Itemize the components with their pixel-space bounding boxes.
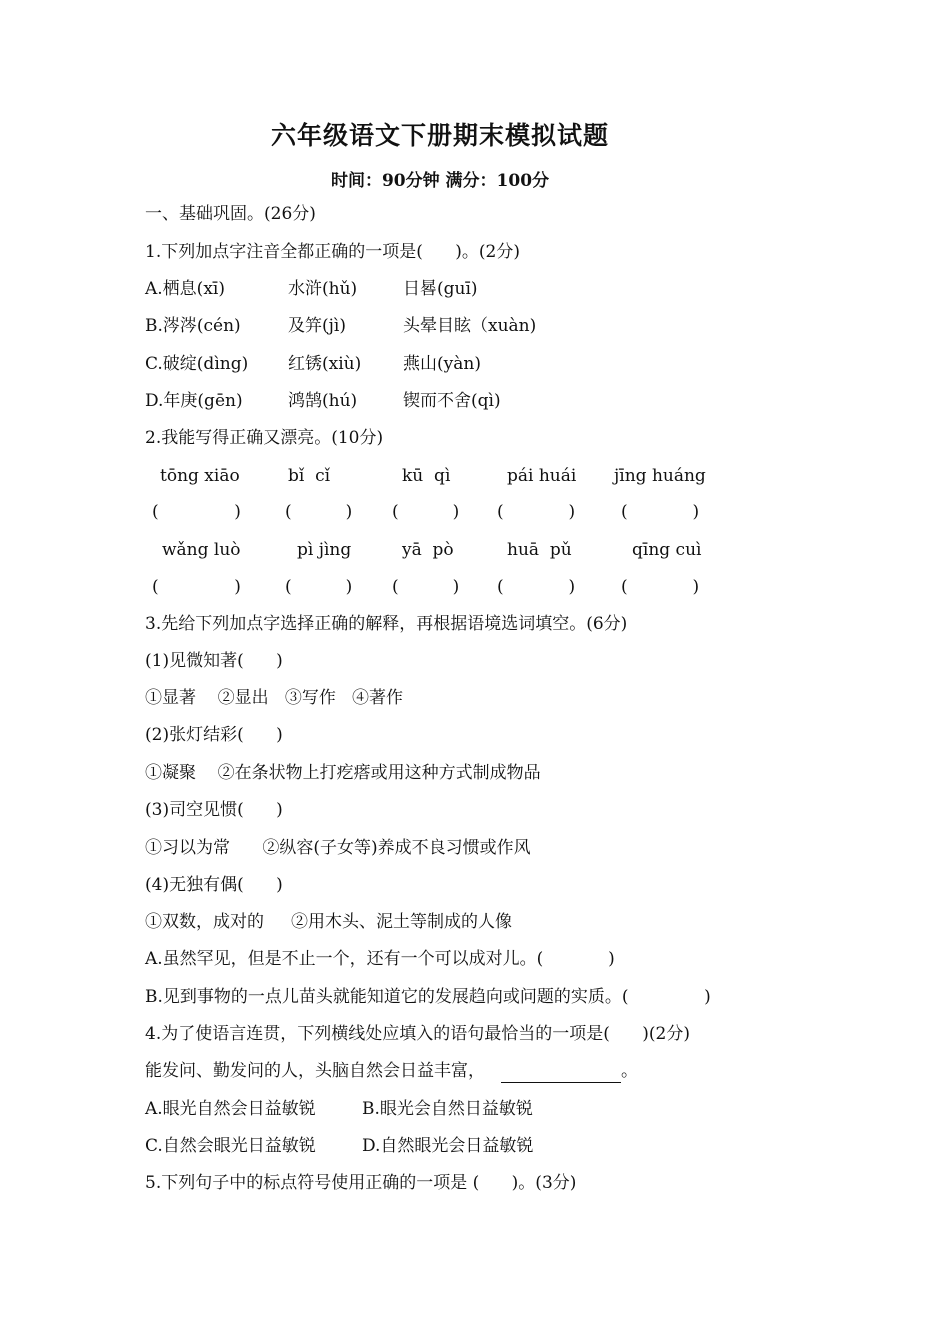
answer-blank[interactable]: ( ) (497, 577, 576, 597)
q3-fill-b: B.见到事物的一点儿苗头就能知道它的发展趋向或问题的实质。( ) (145, 987, 711, 1007)
question-3-stem: 3.先给下列加点字选择正确的解释，再根据语境选词填空。(6分) (145, 614, 628, 634)
q1-option-b-3: 头晕目眩（xuàn) (403, 316, 537, 336)
answer-blank[interactable]: ( ) (621, 577, 700, 597)
q3-item: ①显著 ②显出 ③写作 ④著作 (145, 688, 404, 708)
question-4-stem: 4.为了使语言连贯，下列横线处应填入的语句最恰当的一项是( )(2分) (145, 1024, 690, 1044)
q3-item: ①习以为常 ②纵容(子女等)养成不良习惯或作风 (145, 838, 531, 858)
q1-option-d-3: 锲而不舍(qì) (403, 391, 501, 411)
pinyin-item: bǐ cǐ (288, 466, 331, 486)
section-heading: 一、基础巩固。(26分) (145, 204, 316, 224)
answer-blank[interactable]: ( ) (621, 502, 700, 522)
q4-option-d: D.自然眼光会日益敏锐 (362, 1136, 534, 1156)
q3-item: (4)无独有偶( ) (145, 875, 283, 895)
pinyin-item: tōng xiāo (160, 466, 240, 486)
answer-blank[interactable]: ( ) (152, 577, 241, 597)
q1-option-c-2: 红锈(xiù) (288, 354, 362, 374)
q3-item: (2)张灯结彩( ) (145, 725, 283, 745)
pinyin-item: jīng huáng (614, 466, 706, 486)
answer-blank[interactable]: ( ) (152, 502, 241, 522)
q1-option-b-2: 及笄(jì) (288, 316, 346, 336)
q4-sentence-text: 能发问、勤发问的人，头脑自然会日益丰富， (145, 1061, 485, 1081)
answer-blank[interactable]: ( ) (392, 502, 460, 522)
pinyin-item: yā pò (402, 540, 454, 560)
q3-item: ①双数，成对的 ②用木头、泥土等制成的人像 (145, 912, 513, 932)
answer-blank[interactable]: ( ) (285, 502, 353, 522)
q1-option-a-2: 水浒(hǔ) (288, 279, 358, 299)
answer-blank[interactable]: ( ) (497, 502, 576, 522)
pinyin-item: qīng cuì (632, 540, 702, 560)
q1-option-d-1: D.年庚(gēn) (145, 391, 243, 411)
answer-blank[interactable]: ( ) (392, 577, 460, 597)
q4-fill-blank[interactable] (501, 1064, 621, 1083)
q4-option-c: C.自然会眼光日益敏锐 (145, 1136, 316, 1156)
q1-option-c-3: 燕山(yàn) (403, 354, 481, 374)
answer-blank[interactable]: ( ) (285, 577, 353, 597)
question-5-stem: 5.下列句子中的标点符号使用正确的一项是 ( )。(3分) (145, 1173, 577, 1193)
pinyin-item: kū qì (402, 466, 451, 486)
q3-item: (1)见微知著( ) (145, 651, 283, 671)
page-title: 六年级语文下册期末模拟试题 (270, 121, 609, 150)
pinyin-item: pì jìng (297, 540, 352, 560)
q3-fill-a: A.虽然罕见，但是不止一个，还有一个可以成对儿。( ) (145, 949, 615, 969)
q1-option-a-1: A.栖息(xī) (145, 279, 225, 299)
q3-item: (3)司空见惯( ) (145, 800, 283, 820)
q4-sentence-end: 。 (621, 1061, 638, 1081)
q4-option-a: A.眼光自然会日益敏锐 (145, 1099, 316, 1119)
question-1-stem: 1.下列加点字注音全都正确的一项是( )。(2分) (145, 242, 520, 262)
q4-sentence (145, 1059, 638, 1083)
q1-option-b-1: B.涔涔(cén) (145, 316, 241, 336)
pinyin-item: pái huái (507, 466, 577, 486)
q1-option-d-2: 鸿鹄(hú) (288, 391, 358, 411)
pinyin-item: wǎng luò (162, 540, 241, 560)
exam-time-score: 时间：90分钟 满分：100分 (330, 171, 550, 191)
q1-option-c-1: C.破绽(dìng) (145, 354, 249, 374)
q1-option-a-3: 日晷(guī) (403, 279, 478, 299)
q3-item: ①凝聚 ②在条状物上打疙瘩或用这种方式制成物品 (145, 763, 541, 783)
question-2-stem: 2.我能写得正确又漂亮。(10分) (145, 428, 384, 448)
pinyin-item: huā pǔ (507, 540, 572, 560)
q4-option-b: B.眼光会自然日益敏锐 (362, 1099, 533, 1119)
